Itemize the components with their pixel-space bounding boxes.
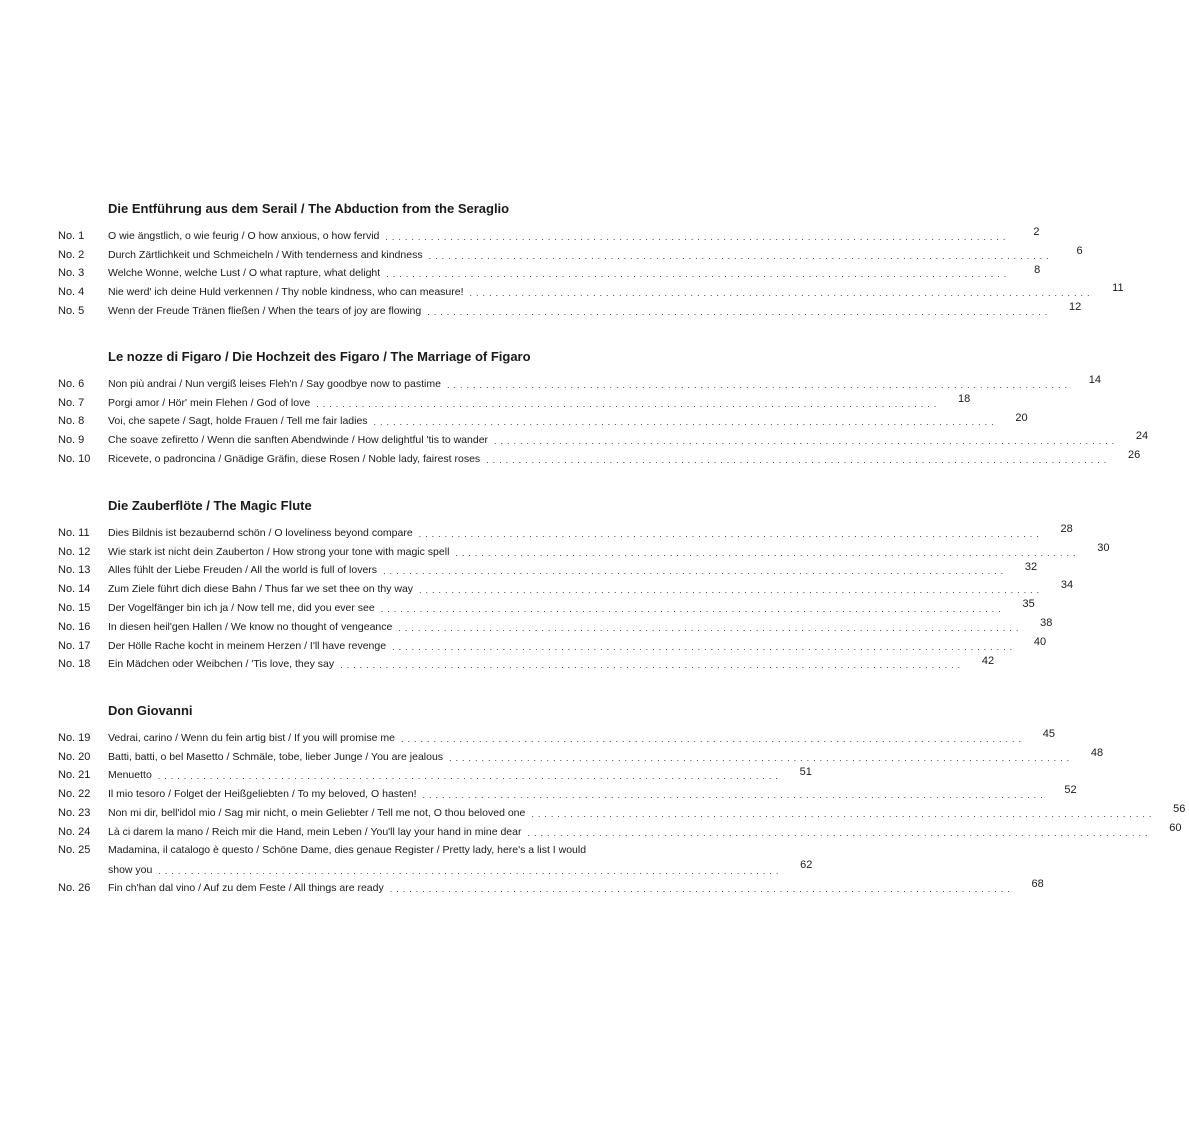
entry-number: No. 21 [58,769,91,782]
entry-number: No. 17 [58,639,91,652]
entry-number: No. 23 [58,806,91,819]
toc-entry[interactable] [58,654,995,674]
entry-page: 2 [1033,226,1040,238]
entry-title: O wie ängstlich, o wie feurig / O how anxious, o how fervid [108,229,380,242]
toc-entry[interactable] [58,263,1041,283]
entry-page: 45 [1042,728,1055,740]
entry-page: 18 [957,392,971,405]
dot-leader: ................................................................................................ [418,528,1043,539]
entry-title: Wie stark ist nicht dein Zauberton / How strong your tone with magic spell [108,545,450,558]
entry-number: No. 7 [58,396,85,409]
dot-leader: ................................................................................................ [373,417,998,428]
entry-page: 30 [1097,541,1110,554]
entry-title: Non mi dir, bell'idol mio / Sag mir nicht, o mein Geliebter / Tell me not, O thou beloved one [108,806,526,819]
entry-number: No. 22 [58,788,91,801]
entry-number: No. 16 [58,620,91,633]
toc-entry[interactable] [58,523,1073,542]
entry-number: No. 14 [58,583,91,596]
entry-page: 35 [1022,598,1035,611]
dot-leader: ................................................................................................ [446,379,1071,390]
dot-leader: ................................................................................................ [427,306,1052,317]
toc-entry[interactable] [58,541,1110,561]
entry-title-continued: show you [108,863,153,876]
entry-number: No. 26 [58,881,91,894]
dot-leader: ................................................................................................ [419,585,1044,596]
entry-title: Ein Mädchen oder Weibchen / 'Tis love, they say [108,658,335,671]
entry-number: No. 5 [58,304,85,317]
toc-entry[interactable] [58,784,1077,803]
entry-page: 20 [1015,411,1028,424]
entry-page: 52 [1064,784,1077,797]
entry-title: Alles fühlt der Liebe Freuden / All the world is full of lovers [108,564,378,577]
toc-entry[interactable] [58,803,1186,822]
entry-title: In diesen heil'gen Hallen / We know no thought of vengeance [108,620,393,633]
dot-leader: ................................................................................................ [449,752,1074,763]
section-abduction [58,200,1124,320]
toc-entry[interactable] [58,226,1040,245]
toc-entry[interactable] [58,598,1035,617]
section-title: Die Zauberflöte / The Magic Flute [108,498,312,513]
entry-title: Nie werd' ich deine Huld verkennen / Thy noble kindness, who can measure! [108,286,464,299]
dot-leader: ................................................................................................ [392,641,1017,652]
section-magic-flute [58,497,1110,673]
entry-title: Là ci darem la mano / Reich mir die Hand, mein Leben / You'll lay your hand in mine dear [108,825,522,838]
dot-leader: ................................................................................................ [527,827,1152,838]
entry-number: No. 9 [58,434,85,447]
dot-leader: ................................................................................................ [157,771,782,782]
entry-page: 68 [1031,877,1044,890]
dot-leader: ................................................................................................ [316,398,941,409]
entry-page: 56 [1173,803,1186,816]
toc-entry[interactable] [58,746,1104,766]
entry-number: No. 24 [58,825,91,838]
entry-number: No. 10 [58,452,91,465]
entry-title: Madamina, il catalogo è questo / Schöne Dame, dies genaue Register / Pretty lady, here's a list I would [108,843,587,856]
toc-entry[interactable] [58,877,1044,897]
entry-number: No. 12 [58,545,91,558]
toc-entry[interactable] [58,560,1038,580]
entry-number: No. 8 [58,415,85,428]
entry-number: No. 6 [58,377,85,390]
entry-number: No. 18 [58,658,91,671]
entry-page: 26 [1127,449,1141,462]
entry-page: 11 [1112,282,1124,295]
toc-entry[interactable] [58,841,813,878]
entry-number: No. 15 [58,601,91,614]
section-title: Don Giovanni [108,703,193,718]
dot-leader: ................................................................................................ [385,231,1010,242]
entry-number: No. 25 [58,843,91,856]
entry-title: Fin ch'han dal vino / Auf zu dem Feste / All things are ready [108,881,384,894]
entry-title: Vedrai, carino / Wenn du fein artig bist / If you will promise me [108,731,395,744]
entry-number: No. 13 [58,564,91,577]
entry-page: 24 [1135,430,1149,443]
entry-page: 28 [1060,523,1073,535]
entry-number: No. 2 [58,248,85,261]
entry-title: Voi, che sapete / Sagt, holde Frauen / Tell me fair ladies [108,415,368,428]
toc-entry[interactable] [58,282,1124,301]
entry-page: 34 [1060,579,1074,592]
dot-leader: ................................................................................................ [383,566,1008,577]
entry-page: 6 [1076,244,1083,257]
entry-page: 60 [1169,821,1182,834]
entry-title: Che soave zefiretto / Wenn die sanften Abendwinde / How delightful 'tis to wander [108,434,489,447]
entry-number: No. 19 [58,731,91,744]
entry-title: Dies Bildnis ist bezaubernd schön / O loveliness beyond compare [108,526,413,539]
entry-page: 62 [800,858,813,871]
entry-title: Der Hölle Rache kocht in meinem Herzen / I'll have revenge [108,639,387,652]
dot-leader: ................................................................................................ [340,660,965,671]
entry-title: Porgi amor / Hör' mein Flehen / God of love [108,396,311,409]
entry-page: 51 [799,765,812,778]
entry-number: No. 20 [58,750,91,763]
dot-leader: ................................................................................................ [422,790,1047,801]
dot-leader: ................................................................................................ [486,454,1111,465]
toc-entry[interactable] [58,392,971,412]
section-don-giovanni [58,702,1186,897]
toc-entry[interactable] [58,616,1053,636]
toc-entry[interactable] [58,821,1182,841]
dot-leader: ................................................................................................ [531,808,1156,819]
entry-title: Wenn der Freude Tränen fließen / When the tears of joy are flowing [108,304,422,317]
entry-page: 38 [1040,616,1053,629]
entry-title: Der Vogelfänger bin ich ja / Now tell me, did you ever see [108,601,375,614]
dot-leader: ................................................................................................ [428,250,1053,261]
toc-entry[interactable] [58,411,1028,431]
entry-page: 8 [1034,263,1041,276]
entry-page: 40 [1033,635,1047,648]
entry-title: Menuetto [108,769,152,782]
entry-title: Durch Zärtlichkeit und Schmeicheln / With tenderness and kindness [108,248,423,261]
entry-number: No. 4 [58,286,85,299]
toc-entry[interactable] [58,301,1082,320]
toc-entry[interactable] [58,430,1149,449]
entry-page: 48 [1090,746,1104,759]
dot-leader: ................................................................................................ [380,603,1005,614]
entry-page: 42 [981,654,995,667]
toc-entry[interactable] [58,579,1074,598]
entry-title: Non più andrai / Nun vergiß leises Fleh'n / Say goodbye now to pastime [108,377,441,390]
entry-title: Zum Ziele führt dich diese Bahn / Thus far we set thee on thy way [108,583,414,596]
dot-leader: ................................................................................................ [398,622,1023,633]
entry-page: 32 [1024,560,1038,573]
toc-entry[interactable] [58,374,1101,393]
dot-leader: ................................................................................................ [389,883,1014,894]
entry-title: Welche Wonne, welche Lust / O what rapture, what delight [108,267,381,280]
entry-number: No. 3 [58,267,85,280]
entry-title: Ricevete, o padroncina / Gnädige Gräfin, diese Rosen / Noble lady, fairest roses [108,452,481,465]
dot-leader: ................................................................................................ [455,547,1080,558]
dot-leader: ................................................................................................ [494,436,1119,447]
entry-page: 14 [1088,374,1101,386]
dot-leader: ................................................................................................ [158,865,783,876]
entry-title: Batti, batti, o bel Masetto / Schmäle, tobe, lieber Junge / You are jealous [108,750,444,763]
section-figaro [58,348,1149,468]
toc-entry[interactable] [58,765,812,785]
toc-entry[interactable] [58,635,1047,655]
entry-title: Il mio tesoro / Folget der Heißgeliebten / To my beloved, O hasten! [108,788,417,801]
entry-number: No. 11 [58,526,90,539]
toc-entry[interactable] [58,728,1055,747]
section-title: Die Entführung aus dem Serail / The Abduction from the Seraglio [108,201,510,216]
entry-number: No. 1 [58,229,85,242]
section-title: Le nozze di Figaro / Die Hochzeit des Figaro / The Marriage of Figaro [108,349,531,364]
dot-leader: ................................................................................................ [386,269,1011,280]
toc-entry[interactable] [58,449,1141,468]
dot-leader: ................................................................................................ [400,733,1025,744]
dot-leader: ................................................................................................ [469,288,1094,299]
toc-entry[interactable] [58,244,1083,264]
entry-page: 12 [1069,301,1082,314]
